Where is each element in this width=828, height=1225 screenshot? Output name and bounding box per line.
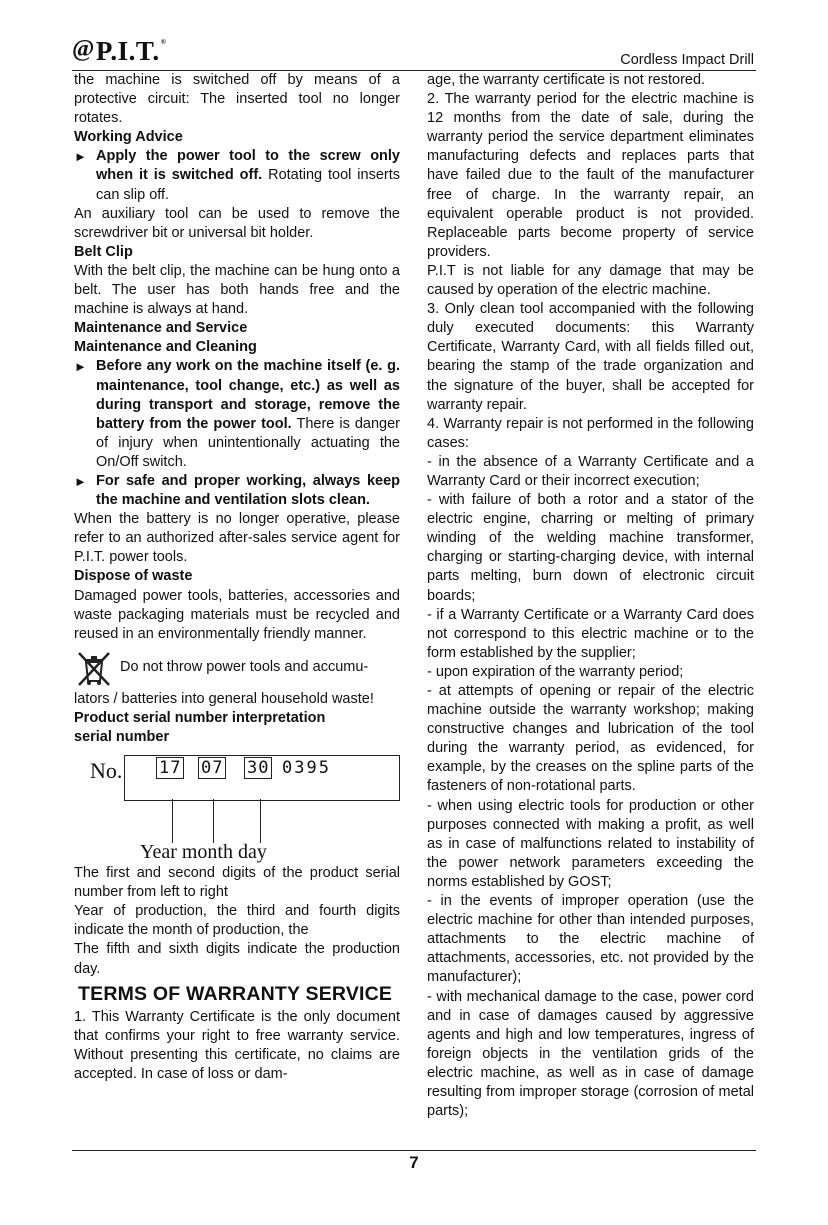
digits-paragraph-1: The first and second digits of the product serial number from left to right (74, 865, 400, 901)
terms-paragraph-3: 3. Only clean tool accompanied with the following duly executed documents: this Warranty Certificate, Warranty Card, with all fields filled out, bearing the stamp of the trade organization and the signature of the buyer, shall be accepted for warranty repair. (427, 301, 754, 413)
exclusion-item: - in the absence of a Warranty Certificate and a Warranty Card or their incorrect execution; (427, 453, 754, 489)
dispose-paragraph: Damaged power tools, batteries, accessories and waste packaging materials must be recycled and reused in an environmentally friendly manner. (74, 587, 400, 642)
weee-notice (74, 648, 400, 690)
bullet-text: There is danger of injury when unintentionally actuating the On/Off switch. (96, 415, 400, 470)
heading-working-advice: Working Advice (74, 129, 183, 146)
arrow-bullet-icon: ► (74, 149, 87, 165)
bullet-bold-text: Before any work on the machine itself (e. g. maintenance, tool change, etc.) as well as during transport and storage, remove the battery from the power tool. (96, 358, 400, 432)
battery-service-paragraph: When the battery is no longer operative, please refer to an authorized after-sales service agent for P.I.T. power tools. (74, 511, 400, 566)
terms-paragraph-2: 2. The warranty period for the electric machine is 12 months from the date of sale, during the warranty period the service department eliminates manufacturing defects and replaces parts that have failed due to the fault of the manufacturer free of charge. In the warranty repair, an equivalent operable product is not provided. Replaceable parts become property of service providers. (427, 91, 754, 260)
exclusion-item: - in the events of improper operation (use the electric machine for other than intended purposes, attachments to the electric machine of attachments, accessories, etc. not provided by the manufacturer); (427, 893, 754, 986)
terms-liability-paragraph: P.I.T is not liable for any damage that may be caused by operation of the electric machine. (427, 262, 754, 299)
document-title: Cordless Impact Drill (620, 52, 754, 68)
heading-maintenance-cleaning: Maintenance and Cleaning (74, 339, 257, 356)
page-header (72, 36, 756, 70)
day-pointer-line (260, 799, 261, 843)
weee-text-line2: lators / batteries into general household waste! (74, 690, 374, 707)
terms-title: TERMS OF WARRANTY SERVICE (78, 982, 393, 1005)
bullet-remove-battery (74, 357, 400, 472)
right-column (427, 71, 754, 1121)
exclusion-item: - when using electric tools for production or other purposes connected with making a profit, as well as in case of malfunctions related to instability of the power network parameters exceeding the norms established by GOST; (427, 797, 754, 890)
bullet-bold-text: For safe and proper working, always keep the machine and ventilation slots clean. (96, 472, 400, 509)
serial-sequence-digits: 0395 (282, 758, 331, 779)
exclusion-item: - if a Warranty Certificate or a Warranty Card does not correspond to this electric machine or to the form established by the supplier; (427, 606, 754, 661)
heading-serial-interpretation: Product serial number interpretation (74, 709, 326, 726)
intro-paragraph: the machine is switched off by means of a protective circuit: The inserted tool no longer rotates. (74, 72, 400, 127)
exclusion-item: - with failure of both a rotor and a stator of the electric engine, charring or melting of primary winding of the welding machine transformer, charging or starting-charging device, with internal parts melting, burn down of electronic circuit boards; (427, 492, 754, 604)
bullet-bold-text: Apply the power tool to the screw only when it is switched off. (96, 148, 400, 184)
heading-serial-number: serial number (74, 729, 170, 745)
serial-day-digits: 30 (244, 757, 272, 779)
logo-mark: @ (72, 36, 95, 62)
exclusion-item: - at attempts of opening or repair of the electric machine outside the warranty workshop; making constructive changes and lubrication of the tool during the warranty period, as evidenced, for example, by the creases on the spline parts of the fasteners of non-rotational parts. (427, 683, 754, 795)
auxiliary-tool-paragraph: An auxiliary tool can be used to remove the screwdriver bit or universal bit holder. (74, 205, 400, 241)
left-column (74, 71, 400, 1084)
weee-text-line1: Do not throw power tools and accumu- (120, 658, 369, 675)
terms-paragraph-4: 4. Warranty repair is not performed in the following cases: (427, 415, 754, 451)
footer-rule (72, 1150, 756, 1151)
digits-paragraph-3: The fifth and sixth digits indicate the production day. (74, 941, 400, 977)
logo-text: P.I.T. (95, 36, 160, 66)
bullet-keep-clean (74, 472, 400, 510)
digits-paragraph-2: Year of production, the third and fourth digits indicate the month of production, the (74, 903, 400, 939)
crossed-out-bin-icon (74, 648, 114, 688)
bullet-text: Rotating tool inserts can slip off. (96, 167, 400, 203)
serial-month-digits: 07 (198, 757, 226, 779)
heading-maintenance-service: Maintenance and Service (74, 320, 248, 337)
heading-dispose-waste: Dispose of waste (74, 568, 193, 585)
belt-clip-paragraph: With the belt clip, the machine can be hung onto a belt. The user has both hands free and the machine is always at hand. (74, 262, 400, 318)
serial-year-digits: 17 (156, 757, 184, 779)
bullet-apply-tool (74, 147, 400, 204)
serial-diagram (74, 749, 400, 864)
year-pointer-line (172, 799, 173, 843)
arrow-bullet-icon: ► (74, 359, 87, 375)
registered-mark: ® (160, 38, 167, 46)
terms-paragraph-1: 1. This Warranty Certificate is the only document that confirms your right to free warranty service. Without presenting this certificate, no claims are accepted. In case of loss or dam- (74, 1008, 400, 1082)
exclusion-item: - upon expiration of the warranty period; (427, 663, 684, 680)
exclusion-item: - with mechanical damage to the case, power cord and in case of damages caused by aggressive agents and high and low temperatures, ingress of foreign objects in the ventilation grids of the electric machine, as well as in case of damage resulting from improper storage (corrosion of metal parts); (427, 988, 754, 1120)
arrow-bullet-icon: ► (74, 473, 87, 489)
heading-belt-clip: Belt Clip (74, 243, 133, 260)
terms-paragraph-continued: age, the warranty certificate is not restored. (427, 72, 706, 88)
month-pointer-line (213, 799, 214, 843)
page-number: 7 (409, 1153, 419, 1172)
serial-legend: Year month day (140, 841, 267, 864)
serial-no-label: No. (90, 758, 123, 784)
brand-logo (72, 36, 166, 67)
